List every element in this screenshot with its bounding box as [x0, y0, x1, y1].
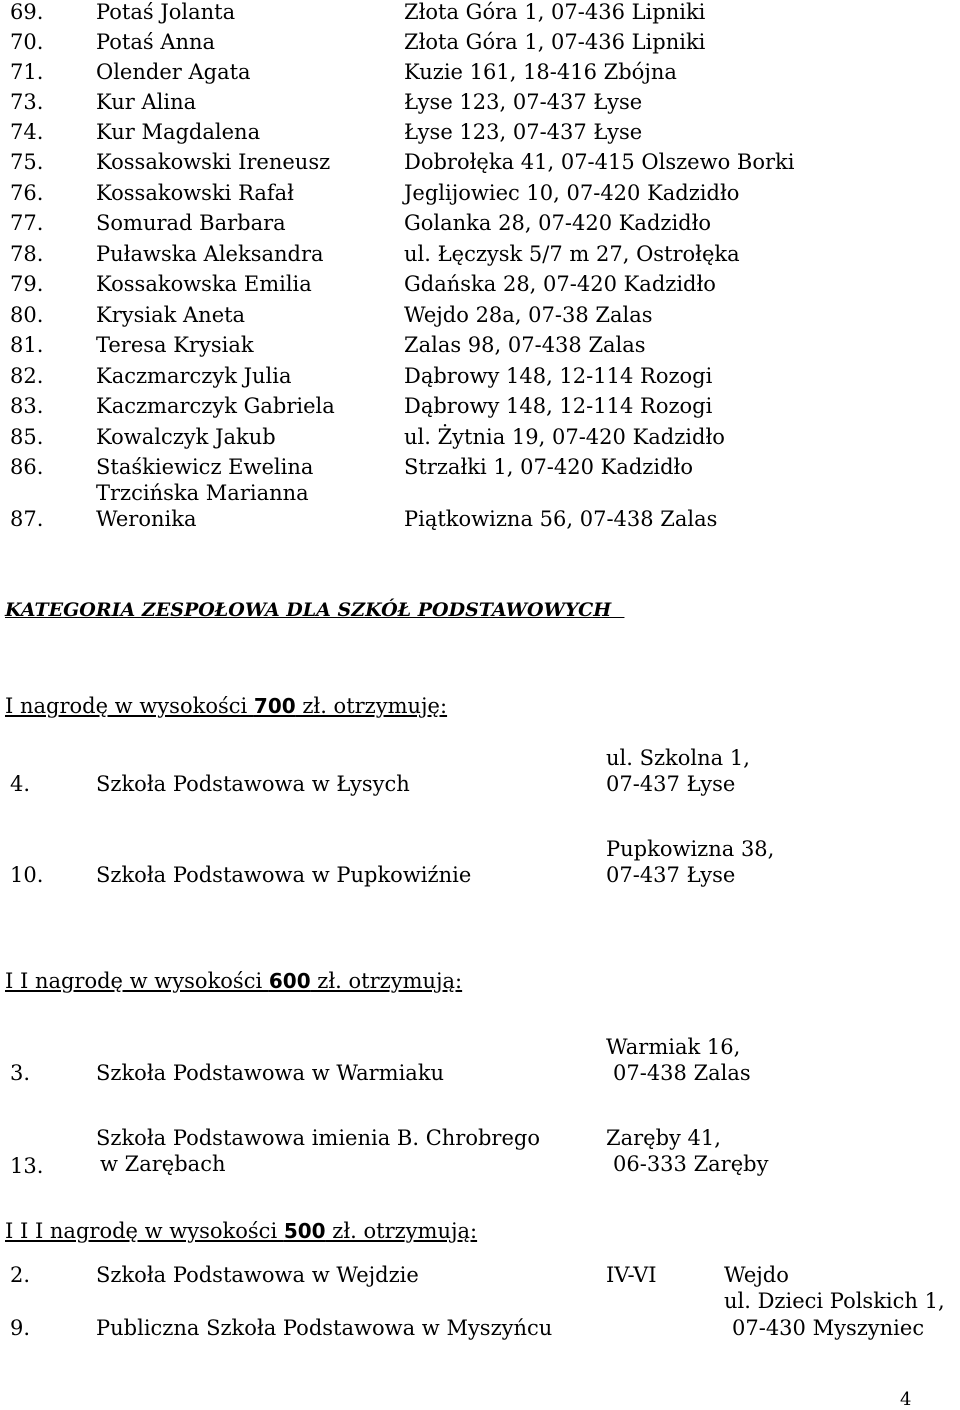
school-grade: IV-VI	[606, 1263, 657, 1287]
school-address-line1: ul. Dzieci Polskich 1,	[724, 1289, 945, 1313]
entry-number: 71.	[10, 60, 44, 84]
entry-address: Kuzie 161, 18-416 Zbójna	[404, 60, 677, 84]
entry-number: 69.	[10, 0, 44, 24]
entry-address: ul. Żytnia 19, 07-420 Kadzidło	[404, 425, 725, 449]
entry-address: Wejdo 28a, 07-38 Zalas	[404, 303, 653, 327]
entry-number: 70.	[10, 30, 44, 54]
entry-number: 85.	[10, 425, 44, 449]
school-address-line2: 06-333 Zaręby	[613, 1152, 769, 1176]
entry-number: 75.	[10, 150, 44, 174]
prize-3-heading: I I I nagrodę w wysokości 500 zł. otrzymują:	[5, 1219, 478, 1243]
school-number: 2.	[10, 1263, 31, 1287]
school-name: Szkoła Podstawowa w Łysych	[96, 772, 410, 796]
entry-number: 86.	[10, 455, 44, 479]
entry-address: Jeglijowiec 10, 07-420 Kadzidło	[404, 181, 740, 205]
prize-1-amount: 700	[253, 694, 296, 718]
entry-number: 76.	[10, 181, 44, 205]
school-address-line1: Zaręby 41,	[606, 1126, 721, 1150]
entry-name: Kur Magdalena	[96, 120, 261, 144]
entry-name: Teresa Krysiak	[96, 333, 254, 357]
entry-name: Krysiak Aneta	[96, 303, 246, 327]
entry-address: ul. Łęczysk 5/7 m 27, Ostrołęka	[404, 242, 740, 266]
entry-number: 83.	[10, 394, 44, 418]
school-address-line2: 07-437 Łyse	[606, 863, 736, 887]
school-address-line1: Wejdo	[724, 1263, 789, 1287]
entry-name-line1: Trzcińska Marianna	[96, 481, 309, 505]
school-number: 9.	[10, 1316, 31, 1340]
entry-address: Złota Góra 1, 07-436 Lipniki	[404, 30, 706, 54]
school-address-line1: Pupkowizna 38,	[606, 837, 775, 861]
entry-name-line2: Weronika	[96, 507, 197, 531]
entry-name: Kowalczyk Jakub	[96, 425, 276, 449]
entry-name: Potaś Jolanta	[96, 0, 236, 24]
entry-name: Somurad Barbara	[96, 211, 286, 235]
entry-address: Dobrołęka 41, 07-415 Olszewo Borki	[404, 150, 795, 174]
entry-number: 77.	[10, 211, 44, 235]
school-address-line1: ul. Szkolna 1,	[606, 746, 750, 770]
school-address-line2: 07-437 Łyse	[606, 772, 736, 796]
school-address-line2: 07-438 Zalas	[613, 1061, 751, 1085]
entry-name: Kaczmarczyk Gabriela	[96, 394, 335, 418]
entry-address: Golanka 28, 07-420 Kadzidło	[404, 211, 712, 235]
entry-address: Złota Góra 1, 07-436 Lipniki	[404, 0, 706, 24]
entry-number: 81.	[10, 333, 44, 357]
school-number: 4.	[10, 772, 31, 796]
school-number: 13.	[10, 1154, 44, 1178]
entry-name: Potaś Anna	[96, 30, 216, 54]
entry-number: 73.	[10, 90, 44, 114]
entry-number: 87.	[10, 507, 44, 531]
entry-number: 82.	[10, 364, 44, 388]
school-number: 10.	[10, 863, 44, 887]
entry-address: Łyse 123, 07-437 Łyse	[404, 120, 643, 144]
prize-1-heading: I nagrodę w wysokości 700 zł. otrzymuję:	[5, 694, 448, 718]
school-name-line1: Szkoła Podstawowa imienia B. Chrobrego	[96, 1126, 540, 1150]
entry-address: Dąbrowy 148, 12-114 Rozogi	[404, 394, 713, 418]
entry-address: Gdańska 28, 07-420 Kadzidło	[404, 272, 716, 296]
school-address-line1: Warmiak 16,	[606, 1035, 741, 1059]
school-name: Szkoła Podstawowa w Warmiaku	[96, 1061, 445, 1085]
entry-address: Strzałki 1, 07-420 Kadzidło	[404, 455, 693, 479]
section-heading: KATEGORIA ZESPOŁOWA DLA SZKÓŁ PODSTAWOWYCH	[5, 599, 625, 621]
entry-name: Olender Agata	[96, 60, 251, 84]
page-number: 4	[900, 1389, 912, 1410]
entry-name: Staśkiewicz Ewelina	[96, 455, 314, 479]
entry-name: Puławska Aleksandra	[96, 242, 324, 266]
entry-address: Piątkowizna 56, 07-438 Zalas	[404, 507, 718, 531]
entry-number: 80.	[10, 303, 44, 327]
school-number: 3.	[10, 1061, 31, 1085]
school-address-line2: 07-430 Myszyniec	[732, 1316, 925, 1340]
entry-address: Łyse 123, 07-437 Łyse	[404, 90, 643, 114]
entry-address: Zalas 98, 07-438 Zalas	[404, 333, 646, 357]
school-name-line2: w Zarębach	[100, 1152, 226, 1176]
entry-name: Kaczmarczyk Julia	[96, 364, 292, 388]
prize-2-heading: I I nagrodę w wysokości 600 zł. otrzymują:	[5, 969, 463, 993]
school-name: Publiczna Szkoła Podstawowa w Myszyńcu	[96, 1316, 553, 1340]
entry-name: Kossakowska Emilia	[96, 272, 312, 296]
school-name: Szkoła Podstawowa w Wejdzie	[96, 1263, 419, 1287]
entry-name: Kur Alina	[96, 90, 197, 114]
entry-number: 78.	[10, 242, 44, 266]
entry-number: 79.	[10, 272, 44, 296]
entry-number: 74.	[10, 120, 44, 144]
prize-3-amount: 500	[283, 1219, 326, 1243]
entry-address: Dąbrowy 148, 12-114 Rozogi	[404, 364, 713, 388]
prize-2-amount: 600	[268, 969, 311, 993]
entry-name: Kossakowski Rafał	[96, 181, 294, 205]
school-name: Szkoła Podstawowa w Pupkowiźnie	[96, 863, 472, 887]
entry-name: Kossakowski Ireneusz	[96, 150, 331, 174]
